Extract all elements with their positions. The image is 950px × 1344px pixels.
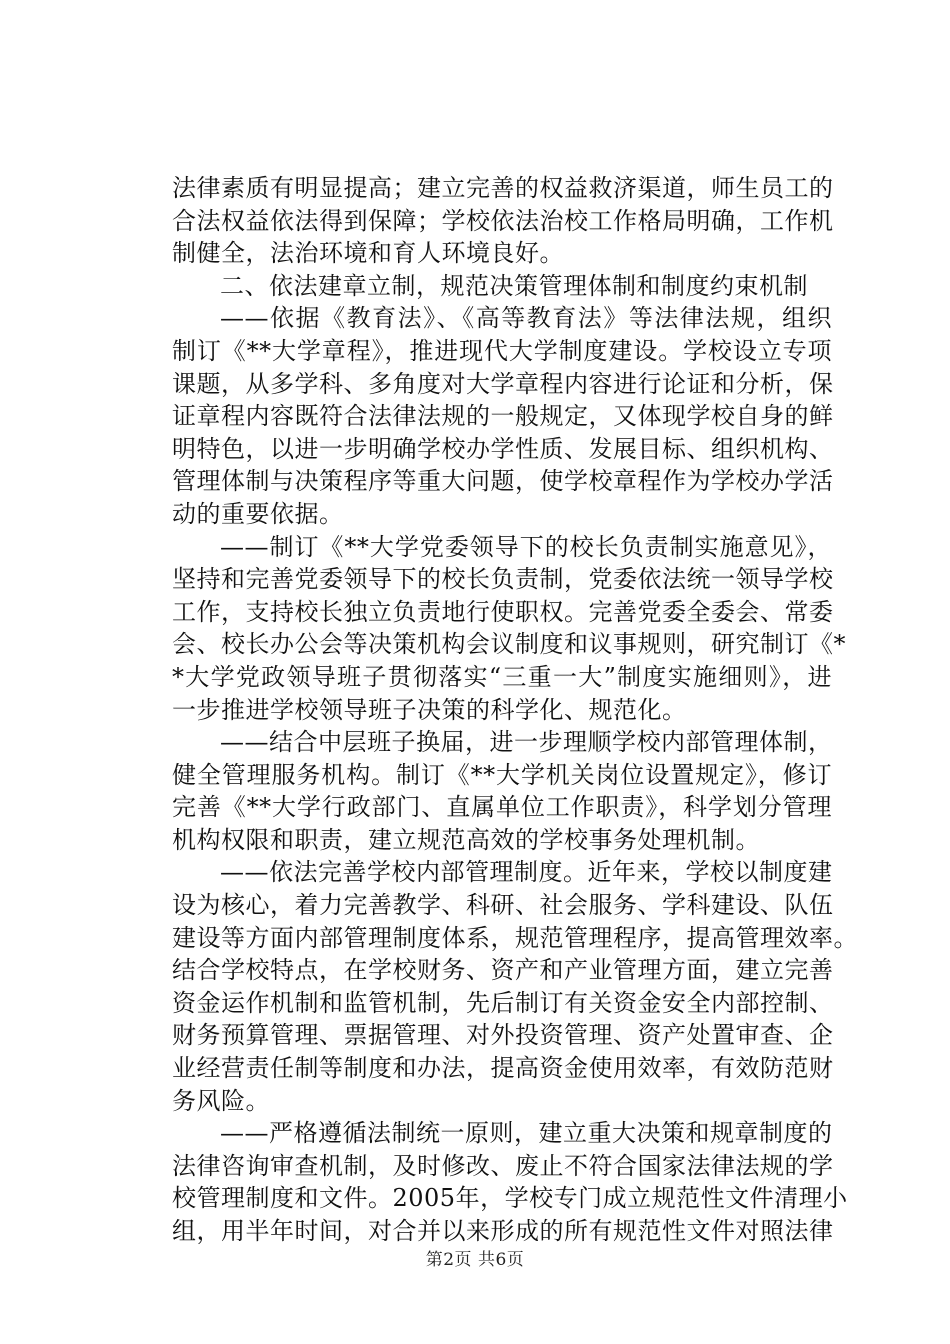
text-line: 财务预算管理、票据管理、对外投资管理、资产处置审查、企 — [172, 1021, 834, 1050]
text-line: 管理体制与决策程序等重大问题，使学校章程作为学校办学活 — [172, 467, 834, 496]
text-line: 明特色，以进一步明确学校办学性质、发展目标、组织机构、 — [172, 434, 834, 463]
text-line: 设为核心，着力完善教学、科研、社会服务、学科建设、队伍 — [172, 891, 834, 920]
text-line: 课题，从多学科、多角度对大学章程内容进行论证和分析，保 — [172, 369, 834, 398]
text-line: 组，用半年时间，对合并以来形成的所有规范性文件对照法律 — [172, 1217, 834, 1245]
text-line: 健全管理服务机构。制订《**大学机关岗位设置规定》，修订 — [172, 760, 832, 789]
text-line: ——结合中层班子换届，进一步理顺学校内部管理体制， — [220, 728, 833, 757]
text-line: 务风险。 — [172, 1086, 270, 1115]
text-line: 合法权益依法得到保障；学校依法治校工作格局明确，工作机 — [172, 206, 834, 235]
text-line: 一步推进学校领导班子决策的科学化、规范化。 — [172, 695, 687, 724]
text-line: ——依据《教育法》、《高等教育法》等法律法规，组织 — [220, 304, 832, 333]
text-line: 校管理制度和文件。2005年，学校专门成立规范性文件清理小 — [172, 1184, 848, 1213]
text-line: ——制订《**大学党委领导下的校长负责制实施意见》， — [220, 532, 832, 561]
page-footer: 第2页 共6页 — [425, 1250, 525, 1270]
text-line: 机构权限和职责，建立规范高效的学校事务处理机制。 — [172, 825, 760, 854]
text-line: 结合学校特点，在学校财务、资产和产业管理方面，建立完善 — [172, 956, 834, 985]
text-line: 工作，支持校长独立负责地行使职权。完善党委全委会、常委 — [172, 597, 834, 626]
text-line: 证章程内容既符合法律法规的一般规定，又体现学校自身的鲜 — [172, 402, 834, 431]
text-line: 完善《**大学行政部门、直属单位工作职责》，科学划分管理 — [172, 793, 832, 822]
text-line: 制健全，法治环境和育人环境良好。 — [172, 239, 564, 268]
text-line: ——严格遵循法制统一原则，建立重大决策和规章制度的 — [220, 1119, 833, 1148]
text-line: 二、依法建章立制，规范决策管理体制和制度约束机制 — [220, 271, 808, 300]
text-line: 建设等方面内部管理制度体系，规范管理程序，提高管理效率。 — [172, 923, 858, 952]
text-line: 制订《**大学章程》，推进现代大学制度建设。学校设立专项 — [172, 336, 832, 365]
text-line: 坚持和完善党委领导下的校长负责制，党委依法统一领导学校 — [172, 565, 834, 594]
text-line: ——依法完善学校内部管理制度。近年来，学校以制度建 — [220, 858, 833, 887]
text-line: 会、校长办公会等决策机构会议制度和议事规则，研究制订《* — [172, 630, 846, 659]
text-line: 动的重要依据。 — [172, 499, 344, 528]
text-line: 资金运作机制和监管机制，先后制订有关资金安全内部控制、 — [172, 988, 834, 1017]
text-line: 业经营责任制等制度和办法，提高资金使用效率，有效防范财 — [172, 1054, 834, 1083]
text-line: 法律咨询审查机制，及时修改、废止不符合国家法律法规的学 — [172, 1151, 834, 1180]
text-line: *大学党政领导班子贯彻落实“三重一大”制度实施细则》，进 — [172, 662, 832, 691]
text-line: 法律素质有明显提高；建立完善的权益救济渠道，师生员工的 — [172, 174, 834, 202]
document-body — [172, 172, 858, 1248]
